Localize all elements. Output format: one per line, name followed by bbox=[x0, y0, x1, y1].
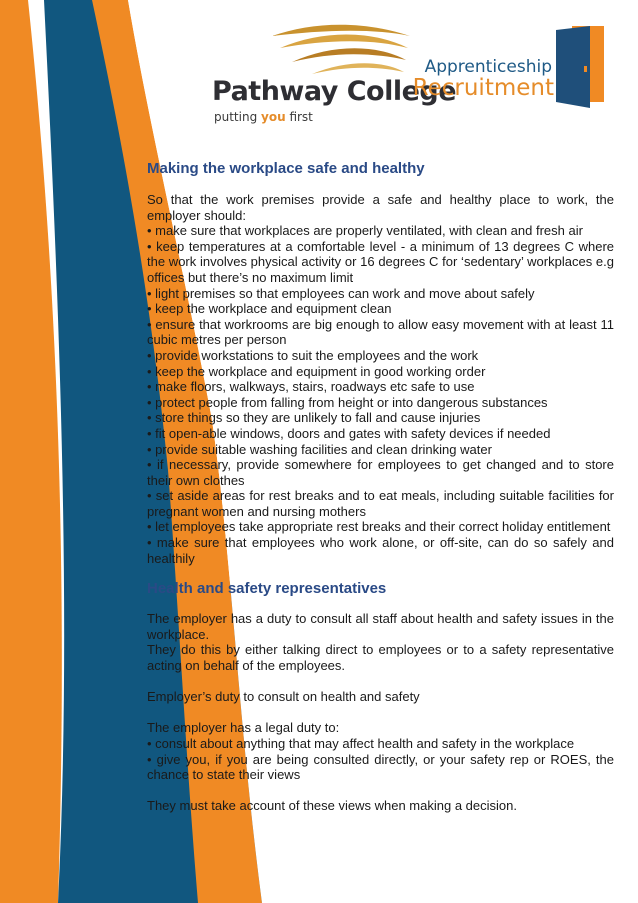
list-item: • make sure that workplaces are properly ventilated, with clean and fresh air bbox=[147, 223, 583, 239]
closing-paragraph: They must take account of these views when making a decision. bbox=[147, 798, 517, 814]
main-content bbox=[147, 160, 614, 814]
pathway-college-logo bbox=[212, 18, 457, 124]
duty-intro: The employer has a legal duty to: bbox=[147, 720, 340, 736]
list-item: • protect people from falling from height or into dangerous substances bbox=[147, 394, 548, 410]
list-item: • keep the workplace and equipment in good working order bbox=[147, 363, 486, 379]
list-item: • make sure that employees who work alone, or off-site, can do so safely and healthily bbox=[147, 535, 614, 566]
list-item: • store things so they are unlikely to fall and cause injuries bbox=[147, 410, 481, 426]
list-item: • ensure that workrooms are big enough to allow easy movement with at least 11 cubic metres per person bbox=[147, 316, 614, 348]
list-item: • make floors, walkways, stairs, roadways etc safe to use bbox=[147, 379, 475, 395]
college-name: Pathway College bbox=[212, 76, 457, 107]
list-item: • fit open-able windows, doors and gates with safety devices if needed bbox=[147, 425, 551, 441]
apprenticeship-recruitment-logo bbox=[412, 26, 612, 112]
section2-paragraph-2: They do this by either talking direct to employees or to a safety representative acting on behalf of the employees. bbox=[147, 642, 614, 674]
section2-paragraph-1: The employer has a duty to consult all staff about health and safety issues in the workplace. bbox=[147, 611, 614, 642]
section2-bullet-list bbox=[147, 736, 614, 783]
section1-bullet-list bbox=[147, 223, 614, 566]
list-item: • provide workstations to suit the employees and the work bbox=[147, 347, 479, 363]
list-item: • keep the workplace and equipment clean bbox=[147, 301, 392, 317]
section2-subheading: Employer’s duty to consult on health and safety bbox=[147, 689, 420, 705]
list-item: • give you, if you are being consulted directly, or your safety rep or ROES, the chance to state their views bbox=[147, 751, 614, 783]
list-item: • if necessary, provide somewhere for employees to get changed and to store their own clothes bbox=[147, 457, 614, 488]
door-icon bbox=[556, 26, 612, 108]
list-item: • keep temperatures at a comfortable level - a minimum of 13 degrees C where the work involves physical activity or 16 degrees C for ‘sedentary’ workplaces e.g offices but there’s no maximum limit bbox=[147, 238, 614, 285]
apprenticeship-text: Apprenticeship bbox=[424, 57, 552, 77]
recruitment-text: Recruitment bbox=[412, 75, 554, 101]
list-item: • consult about anything that may affect health and safety in the workplace bbox=[147, 736, 575, 751]
list-item: • let employees take appropriate rest breaks and their correct holiday entitlement bbox=[147, 519, 611, 535]
list-item: • set aside areas for rest breaks and to eat meals, including suitable facilities for pregnant women and nursing mothers bbox=[147, 488, 614, 519]
list-item: • provide suitable washing facilities and clean drinking water bbox=[147, 441, 492, 457]
section1-intro: So that the work premises provide a safe and healthy place to work, the employer should: bbox=[147, 192, 614, 223]
college-tagline: putting you first bbox=[214, 110, 313, 124]
list-item: • light premises so that employees can work and move about safely bbox=[147, 285, 535, 301]
section-heading-representatives: Health and safety representatives bbox=[147, 580, 387, 598]
swoosh-icon bbox=[272, 18, 412, 78]
section-heading-safe-healthy: Making the workplace safe and healthy bbox=[147, 160, 425, 177]
